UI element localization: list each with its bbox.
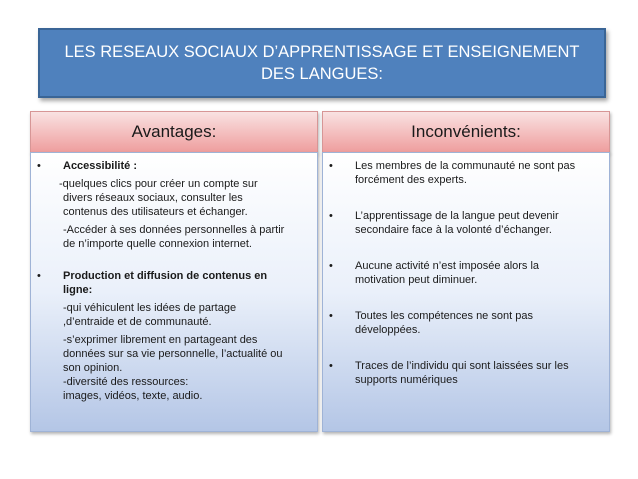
- advantage-line: -qui véhiculent les idées de partage: [63, 302, 237, 314]
- advantage-item-title: ligne:: [63, 284, 93, 296]
- advantages-panel: [30, 152, 318, 432]
- disadvantages-heading-text: Inconvénients:: [411, 122, 521, 141]
- disadvantage-line: développées.: [355, 324, 421, 336]
- disadvantage-line: Traces de l’individu qui sont laissées sur les: [355, 360, 569, 372]
- advantage-line: -diversité des ressources:: [63, 376, 189, 388]
- advantage-item-accessibility: [37, 159, 313, 251]
- disadvantage-item: [329, 359, 605, 387]
- advantage-line: ,d’entraide et de communauté.: [63, 316, 212, 328]
- disadvantage-line: motivation peut diminuer.: [355, 274, 478, 286]
- advantage-line: -Accéder à ses données personnelles à partir: [63, 224, 285, 236]
- advantage-line: -s’exprimer librement en partageant des: [63, 334, 258, 346]
- advantages-heading: [30, 111, 318, 153]
- bullet-icon: •: [329, 360, 333, 372]
- bullet-icon: •: [329, 260, 333, 272]
- disadvantage-item: [329, 209, 605, 237]
- disadvantage-line: L’apprentissage de la langue peut devenir: [355, 210, 559, 222]
- disadvantage-line: Les membres de la communauté ne sont pas: [355, 160, 576, 172]
- advantage-line: -quelques clics pour créer un compte sur: [59, 178, 258, 190]
- advantage-line: données sur sa vie personnelle, l’actualité ou: [63, 348, 283, 360]
- slide-title-line1: LES RESEAUX SOCIAUX D’APPRENTISSAGE ET ENSEIGNEMENT: [64, 43, 580, 61]
- bullet-icon: •: [329, 210, 333, 222]
- disadvantage-line: supports numériques: [355, 374, 458, 386]
- bullet-icon: •: [37, 270, 41, 282]
- advantages-heading-text: Avantages:: [131, 122, 217, 141]
- bullet-icon: •: [329, 160, 333, 172]
- advantage-line: de n’importe quelle connexion internet.: [63, 238, 252, 250]
- advantage-item-production: [37, 269, 313, 403]
- advantage-line: images, vidéos, texte, audio.: [63, 390, 203, 402]
- bullet-icon: •: [329, 310, 333, 322]
- advantage-item-title: Production et diffusion de contenus en: [63, 270, 268, 282]
- disadvantages-panel: [322, 152, 610, 432]
- advantage-line: divers réseaux sociaux, consulter les: [63, 192, 243, 204]
- disadvantage-line: Toutes les compétences ne sont pas: [355, 310, 533, 322]
- disadvantage-item: [329, 259, 605, 287]
- advantage-line: son opinion.: [63, 362, 123, 374]
- advantage-item-title: Accessibilité :: [63, 160, 137, 172]
- bullet-icon: •: [37, 160, 41, 172]
- disadvantage-item: [329, 159, 605, 187]
- disadvantage-line: secondaire face à la volonté d’échanger.: [355, 224, 552, 236]
- disadvantages-heading: [322, 111, 610, 153]
- advantage-line: contenus des utilisateurs et échanger.: [63, 206, 248, 218]
- disadvantage-item: [329, 309, 605, 337]
- disadvantage-line: Aucune activité n’est imposée alors la: [355, 260, 540, 272]
- disadvantage-line: forcément des experts.: [355, 174, 467, 186]
- slide-title: [38, 28, 606, 98]
- slide-title-line2: DES LANGUES:: [261, 65, 383, 83]
